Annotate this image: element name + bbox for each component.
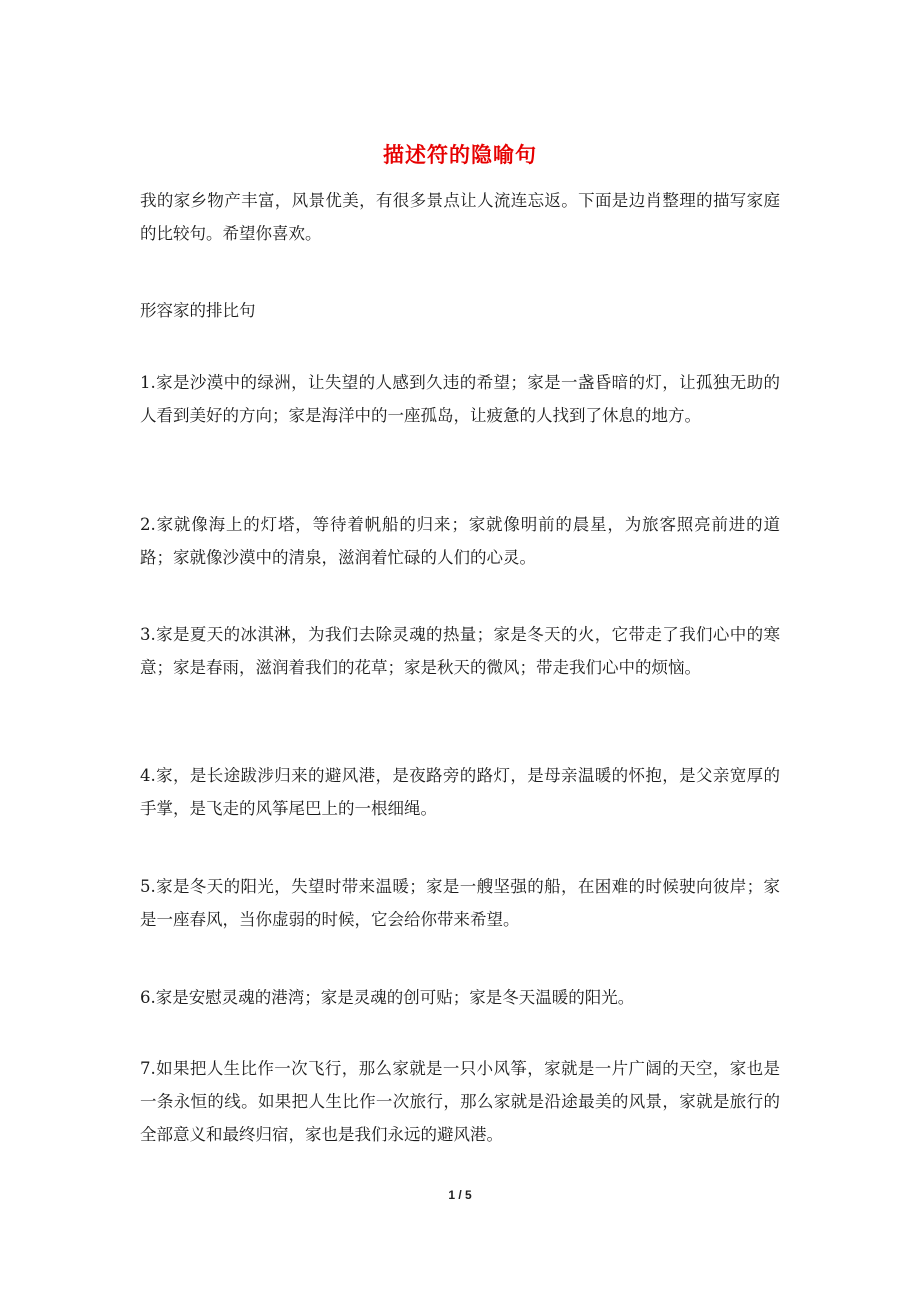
intro-paragraph: [140, 184, 780, 250]
list-item: [140, 870, 780, 936]
list-item-text: 6.家是安慰灵魂的港湾；家是灵魂的创可贴；家是冬天温暖的阳光。: [140, 988, 635, 1007]
list-item: [140, 618, 780, 684]
list-item-text: 3.家是夏天的冰淇淋，为我们去除灵魂的热量；家是冬天的火，它带走了我们心中的寒意；家是春雨，滋润着我们的花草；家是秋天的微风；带走我们心中的烦恼。: [140, 625, 780, 677]
paragraph: 我的家乡物产丰富，风景优美，有很多景点让人流连忘返。下面是边肖整理的描写家庭的比较句。希望你喜欢。: [140, 191, 780, 243]
section-heading-block: [140, 294, 780, 327]
list-item: [140, 1052, 780, 1151]
page-indicator: 1 / 5: [448, 1188, 472, 1202]
list-item-text: 4.家，是长途跋涉归来的避风港，是夜路旁的路灯，是母亲温暖的怀抱，是父亲宽厚的手掌，是飞走的风筝尾巴上的一根细绳。: [140, 766, 780, 818]
section-heading: 形容家的排比句: [140, 301, 256, 320]
document-title: 描述符的隐喻句: [383, 143, 537, 167]
list-item-text: 1.家是沙漠中的绿洲，让失望的人感到久违的希望；家是一盏昏暗的灯，让孤独无助的人看到美好的方向；家是海洋中的一座孤岛，让疲惫的人找到了休息的地方。: [140, 373, 780, 425]
list-item: [140, 366, 780, 432]
list-item-text: 7.如果把人生比作一次飞行，那么家就是一只小风筝，家就是一片广阔的天空，家也是一条永恒的线。如果把人生比作一次旅行，那么家就是沿途最美的风景，家就是旅行的全部意义和最终归宿，家也是我们永远的避风港。: [140, 1059, 780, 1144]
list-item: [140, 759, 780, 825]
list-item: [140, 508, 780, 574]
list-item: [140, 981, 780, 1014]
list-item-text: 5.家是冬天的阳光，失望时带来温暖；家是一艘坚强的船，在困难的时候驶向彼岸；家是一座春风，当你虚弱的时候，它会给你带来希望。: [140, 877, 780, 929]
list-item-text: 2.家就像海上的灯塔，等待着帆船的归来；家就像明前的晨星，为旅客照亮前进的道路；家就像沙漠中的清泉，滋润着忙碌的人们的心灵。: [140, 515, 780, 567]
